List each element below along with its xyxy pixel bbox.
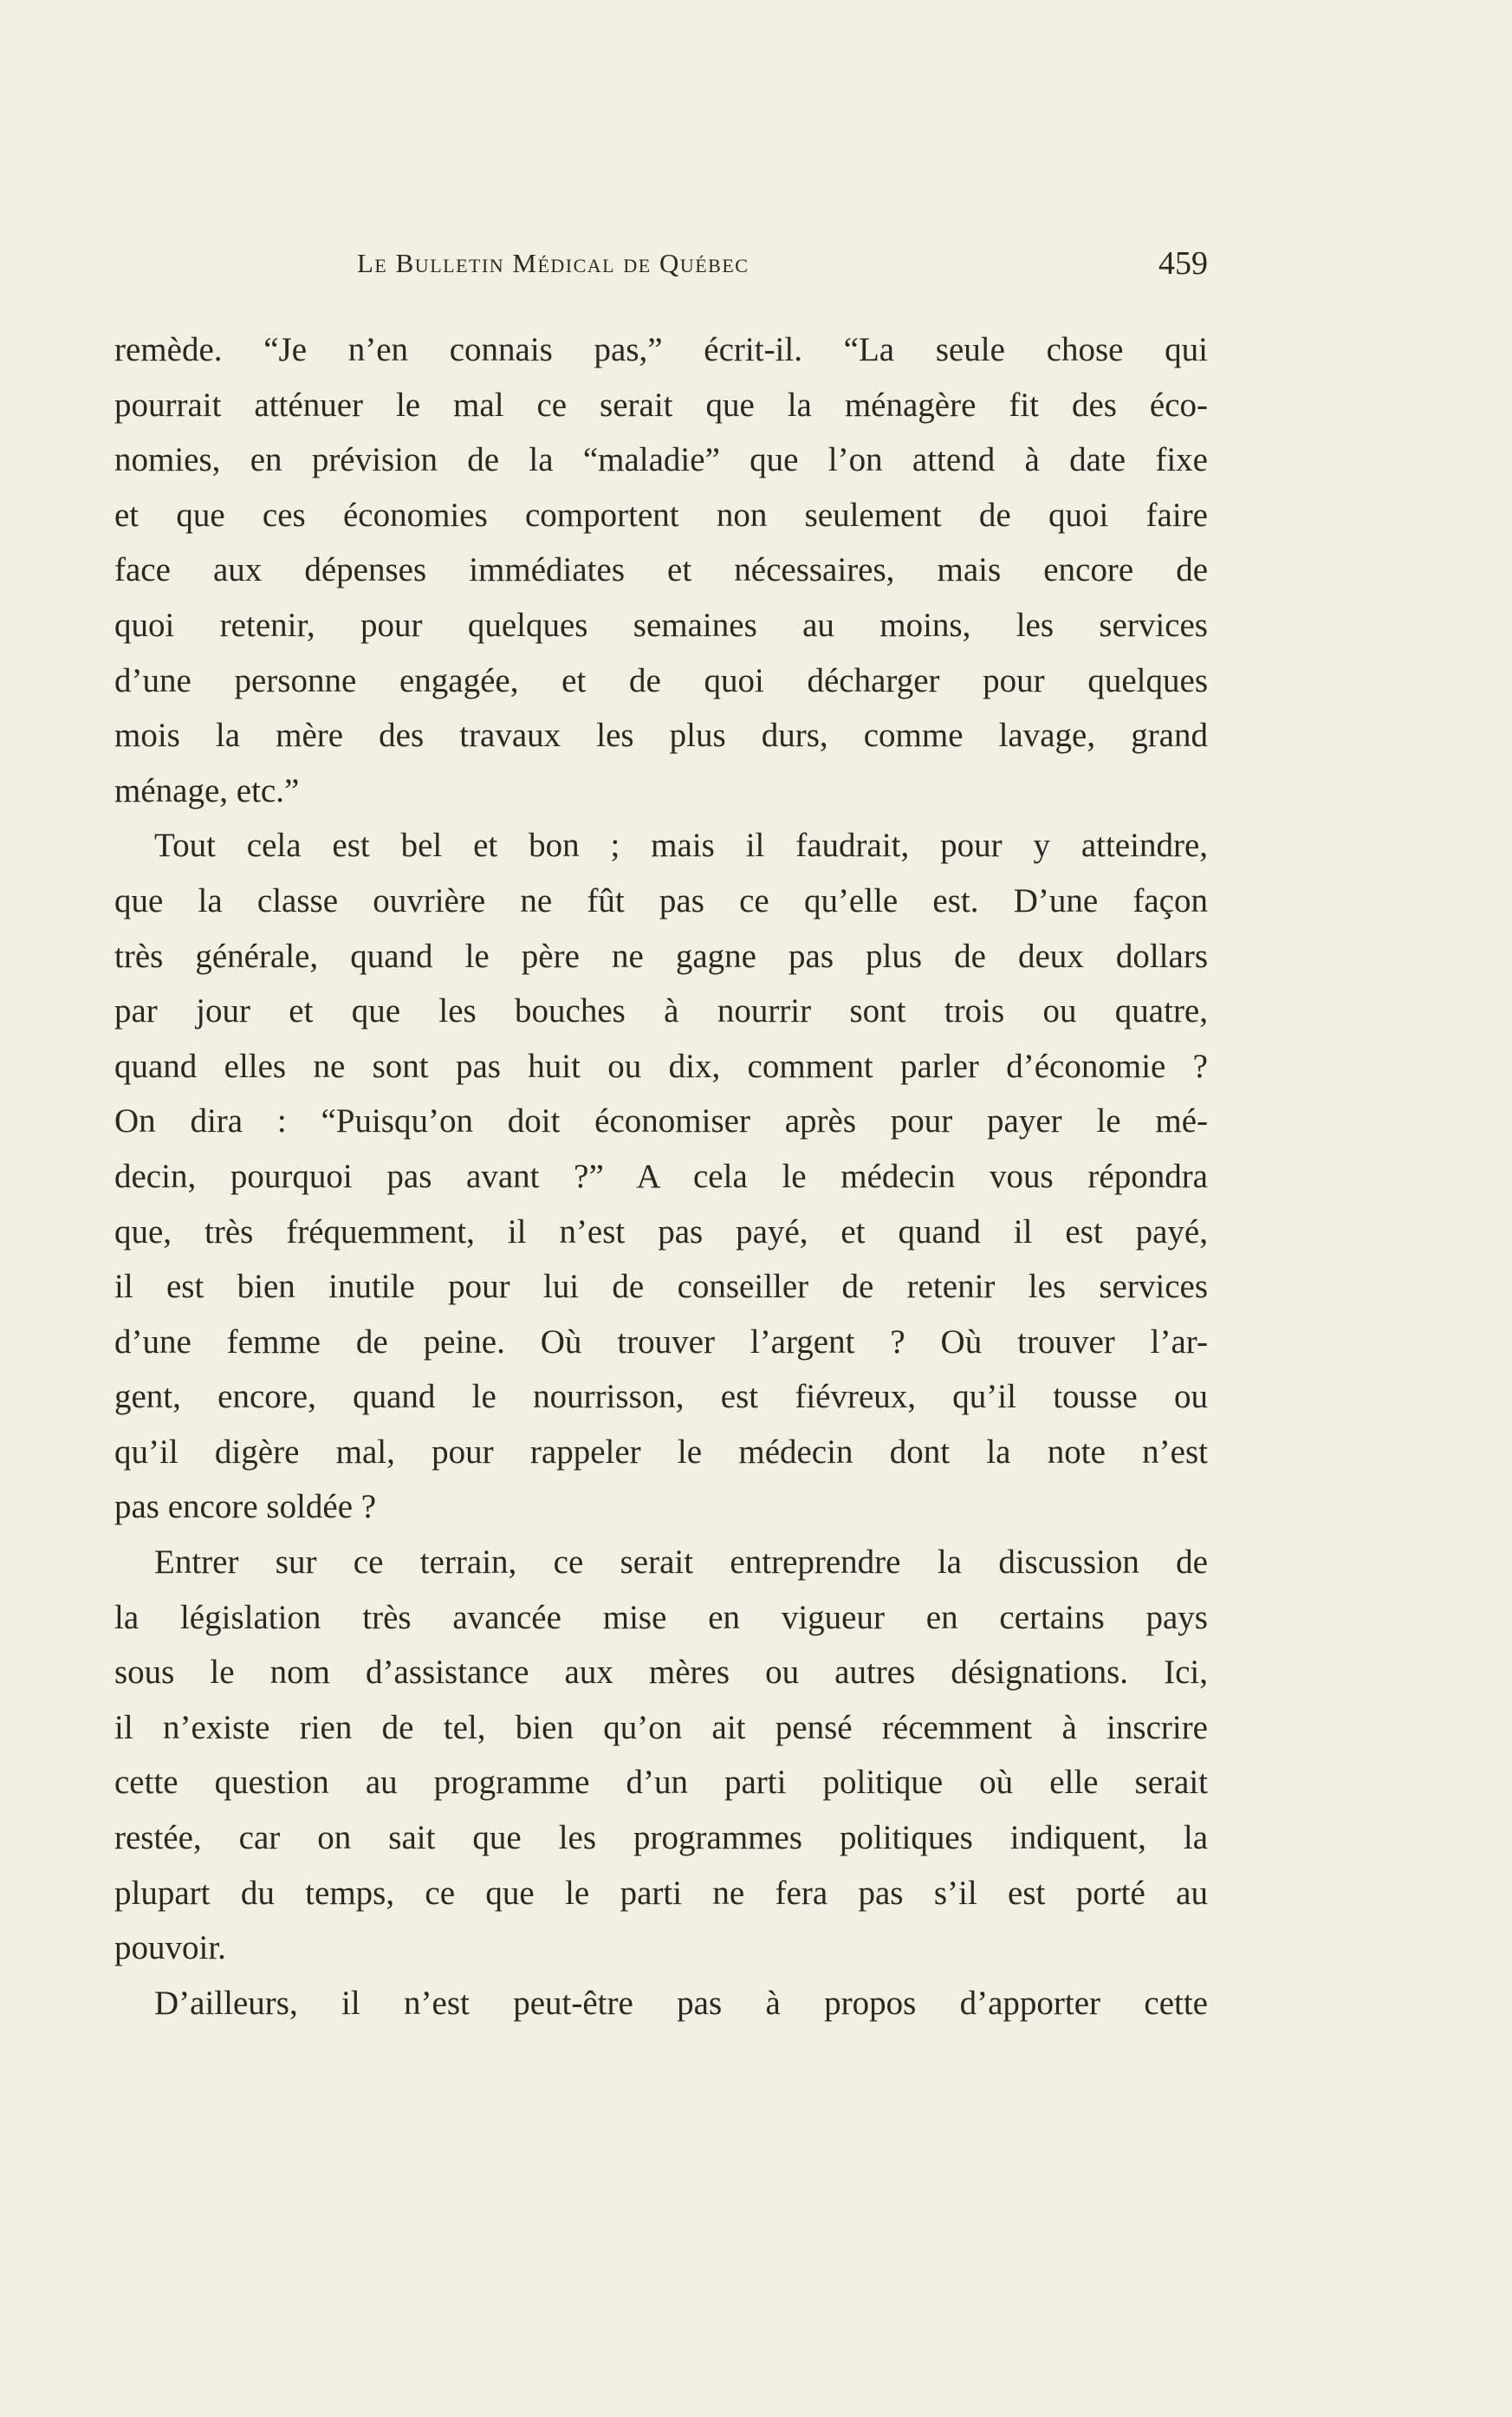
text-line: cette question au programme d’un parti politique où elle serait (114, 1764, 1208, 1802)
text-line: par jour et que les bouches à nourrir sont trois ou quatre, (114, 992, 1208, 1030)
running-title: Le Bulletin Médical de Québec (357, 248, 750, 278)
text-line: pas encore soldée ? (114, 1488, 377, 1526)
body-text (114, 322, 1208, 2030)
text-line: plupart du temps, ce que le parti ne fera pas s’il est porté au (114, 1874, 1208, 1912)
text-line: il est bien inutile pour lui de conseiller de retenir les services (114, 1268, 1208, 1306)
text-line: decin, pourquoi pas avant ?” A cela le médecin vous répondra (114, 1157, 1208, 1195)
text-line: que la classe ouvrière ne fût pas ce qu’elle est. D’une façon (114, 881, 1208, 919)
text-line: d’une femme de peine. Où trouver l’argent ? Où trouver l’ar- (114, 1322, 1208, 1361)
text-line: quand elles ne sont pas huit ou dix, comment parler d’économie ? (114, 1047, 1208, 1085)
text-line: la législation très avancée mise en vigueur en certains pays (114, 1598, 1208, 1636)
text-line: D’ailleurs, il n’est peut-être pas à propos d’apporter cette (154, 1984, 1208, 2022)
text-line: pouvoir. (114, 1929, 226, 1967)
text-line: nomies, en prévision de la “maladie” que l’on attend à date fixe (114, 441, 1208, 479)
text-line: gent, encore, quand le nourrisson, est fiévreux, qu’il tousse ou (114, 1378, 1208, 1416)
text-line: mois la mère des travaux les plus durs, comme lavage, grand (114, 717, 1208, 755)
text-line: On dira : “Puisqu’on doit économiser après pour payer le mé- (114, 1102, 1208, 1140)
text-line: que, très fréquemment, il n’est pas payé, et quand il est payé, (114, 1212, 1208, 1251)
page-header (114, 244, 1208, 288)
page-number: 459 (1158, 245, 1208, 282)
text-line: Entrer sur ce terrain, ce serait entreprendre la discussion de (154, 1543, 1208, 1582)
text-line: et que ces économies comportent non seulement de quoi faire (114, 496, 1208, 534)
text-line: ménage, etc.” (114, 771, 300, 809)
text-line: remède. “Je n’en connais pas,” écrit-il. “La seule chose qui (114, 331, 1208, 368)
text-line: pourrait atténuer le mal ce serait que la ménagère fit des éco- (114, 386, 1208, 424)
text-line: restée, car on sait que les programmes politiques indiquent, la (114, 1819, 1208, 1857)
text-line: sous le nom d’assistance aux mères ou autres désignations. Ici, (114, 1654, 1208, 1692)
text-line: Tout cela est bel et bon ; mais il faudrait, pour y atteindre, (154, 827, 1208, 865)
text-line: il n’existe rien de tel, bien qu’on ait pensé récemment à inscrire (114, 1708, 1208, 1746)
text-line: très générale, quand le père ne gagne pas plus de deux dollars (114, 937, 1208, 975)
text-line: qu’il digère mal, pour rappeler le médecin dont la note n’est (114, 1433, 1208, 1471)
text-line: quoi retenir, pour quelques semaines au moins, les services (114, 606, 1208, 644)
text-line: face aux dépenses immédiates et nécessaires, mais encore de (114, 551, 1208, 589)
text-line: d’une personne engagée, et de quoi décharger pour quelques (114, 661, 1208, 699)
